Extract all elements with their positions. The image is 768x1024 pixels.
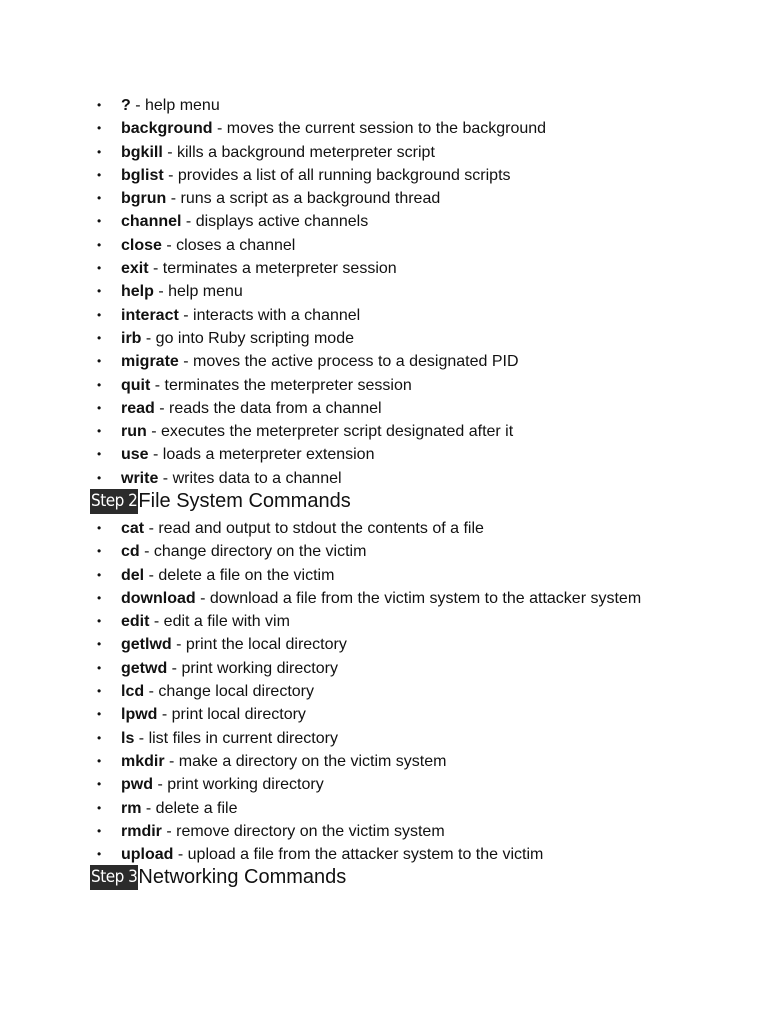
- command-name: quit: [121, 376, 151, 394]
- bullet-icon: •: [97, 637, 102, 652]
- command-name: help: [121, 283, 154, 301]
- command-description: - upload a file from the attacker system to the victim: [173, 846, 544, 864]
- list-item: [0, 350, 546, 373]
- command-name: del: [121, 566, 145, 584]
- list-item: [0, 234, 546, 257]
- command-description: - delete a file: [141, 799, 238, 817]
- bullet-icon: •: [97, 470, 102, 485]
- bullet-icon: •: [97, 660, 102, 675]
- bullet-icon: •: [97, 167, 102, 182]
- command-description: - print local directory: [157, 706, 306, 724]
- command-name: getwd: [121, 659, 168, 677]
- bullet-icon: •: [97, 261, 102, 276]
- command-name: edit: [121, 613, 150, 631]
- command-name: read: [121, 399, 155, 417]
- step-2-heading: [90, 489, 351, 514]
- command-description: - print working directory: [153, 776, 324, 794]
- bullet-icon: •: [97, 214, 102, 229]
- bullet-icon: •: [97, 590, 102, 605]
- command-name: write: [121, 469, 159, 487]
- list-item: [0, 564, 641, 587]
- command-description: - delete a file on the victim: [144, 566, 335, 584]
- command-name: bglist: [121, 166, 164, 184]
- command-description: - read and output to stdout the contents of a file: [144, 520, 484, 537]
- command-name: channel: [121, 213, 182, 231]
- list-item: [0, 304, 546, 327]
- step-3-label: Step 3: [90, 865, 138, 890]
- list-item: [0, 257, 546, 280]
- command-description: - print working directory: [167, 659, 338, 677]
- command-name: pwd: [121, 776, 153, 794]
- bullet-icon: •: [97, 354, 102, 369]
- bullet-icon: •: [97, 237, 102, 252]
- list-item: [0, 164, 546, 187]
- bullet-icon: •: [97, 684, 102, 699]
- command-description: - moves the current session to the background: [212, 120, 547, 138]
- list-item: [0, 587, 641, 610]
- command-description: - terminates a meterpreter session: [148, 260, 397, 278]
- step-2-title: File System Commands: [138, 490, 351, 512]
- bullet-icon: •: [97, 823, 102, 838]
- list-item: [0, 540, 641, 563]
- bullet-icon: •: [97, 144, 102, 159]
- command-description: - writes data to a channel: [158, 469, 342, 487]
- bullet-icon: •: [97, 521, 102, 535]
- command-description: - reads the data from a channel: [154, 399, 382, 417]
- command-name: mkdir: [121, 752, 165, 770]
- command-description: - terminates the meterpreter session: [150, 376, 412, 394]
- bullet-icon: •: [97, 777, 102, 792]
- list-item: [0, 680, 641, 703]
- command-description: - change local directory: [144, 683, 314, 701]
- file-system-commands-list: [0, 517, 641, 866]
- command-description: - print the local directory: [171, 636, 347, 654]
- command-description: - loads a meterpreter extension: [148, 446, 375, 464]
- command-name: bgkill: [121, 143, 163, 161]
- bullet-icon: •: [97, 567, 102, 582]
- list-item: [0, 703, 641, 726]
- command-name: cat: [121, 520, 145, 537]
- command-name: rm: [121, 799, 142, 817]
- command-name: cd: [121, 543, 140, 561]
- bullet-icon: •: [97, 377, 102, 392]
- list-item: [0, 797, 641, 820]
- list-item: [0, 610, 641, 633]
- command-description: - help menu: [153, 283, 243, 301]
- bullet-icon: •: [97, 121, 102, 136]
- command-name: close: [121, 236, 162, 254]
- command-name: exit: [121, 260, 149, 278]
- bullet-icon: •: [97, 400, 102, 415]
- command-description: - executes the meterpreter script designated after it: [146, 423, 514, 441]
- command-name: rmdir: [121, 822, 162, 840]
- command-name: bgrun: [121, 190, 167, 208]
- command-name: migrate: [121, 353, 179, 371]
- list-item: [0, 141, 546, 164]
- step-2-label: Step 2: [90, 489, 138, 514]
- list-item: [0, 773, 641, 796]
- bullet-icon: •: [97, 614, 102, 629]
- list-item: [0, 117, 546, 140]
- command-description: - go into Ruby scripting mode: [141, 329, 354, 347]
- list-item: [0, 397, 546, 420]
- list-item: [0, 210, 546, 233]
- command-description: - interacts with a channel: [178, 306, 361, 324]
- bullet-icon: •: [97, 284, 102, 299]
- list-item: [0, 820, 641, 843]
- list-item: [0, 750, 641, 773]
- command-description: - moves the active process to a designated PID: [178, 353, 519, 371]
- list-item: [0, 94, 546, 117]
- command-name: background: [121, 120, 213, 138]
- bullet-icon: •: [97, 800, 102, 815]
- bullet-icon: •: [97, 330, 102, 345]
- command-description: - change directory on the victim: [139, 543, 367, 561]
- list-item: [0, 843, 641, 866]
- list-item: [0, 657, 641, 680]
- bullet-icon: •: [97, 730, 102, 745]
- core-commands-list: [0, 94, 546, 490]
- list-item: [0, 467, 546, 490]
- list-item: [0, 633, 641, 656]
- command-name: ls: [121, 729, 135, 747]
- command-description: - help menu: [130, 97, 220, 114]
- step-3-heading: [90, 865, 346, 890]
- command-name: irb: [121, 329, 142, 347]
- command-description: - download a file from the victim system to the attacker system: [195, 589, 642, 607]
- command-description: - list files in current directory: [134, 729, 338, 747]
- command-name: upload: [121, 846, 174, 864]
- command-name: interact: [121, 306, 179, 324]
- command-name: use: [121, 446, 149, 464]
- bullet-icon: •: [97, 424, 102, 439]
- command-name: run: [121, 423, 147, 441]
- list-item: [0, 727, 641, 750]
- list-item: [0, 517, 641, 540]
- command-description: - displays active channels: [181, 213, 369, 231]
- command-description: - provides a list of all running background scripts: [163, 166, 511, 184]
- bullet-icon: •: [97, 447, 102, 462]
- list-item: [0, 187, 546, 210]
- bullet-icon: •: [97, 847, 102, 862]
- command-name: download: [121, 589, 196, 607]
- command-description: - kills a background meterpreter script: [162, 143, 435, 161]
- command-description: - make a directory on the victim system: [164, 752, 447, 770]
- command-description: - closes a channel: [161, 236, 296, 254]
- bullet-icon: •: [97, 753, 102, 768]
- bullet-icon: •: [97, 707, 102, 722]
- bullet-icon: •: [97, 544, 102, 559]
- command-name: lpwd: [121, 706, 158, 724]
- list-item: [0, 280, 546, 303]
- list-item: [0, 327, 546, 350]
- list-item: [0, 420, 546, 443]
- command-name: ?: [121, 97, 131, 114]
- command-description: - edit a file with vim: [149, 613, 290, 631]
- command-description: - runs a script as a background thread: [166, 190, 441, 208]
- command-name: lcd: [121, 683, 145, 701]
- command-description: - remove directory on the victim system: [161, 822, 445, 840]
- bullet-icon: •: [97, 98, 102, 112]
- bullet-icon: •: [97, 307, 102, 322]
- command-name: getlwd: [121, 636, 172, 654]
- step-3-title: Networking Commands: [138, 866, 347, 888]
- list-item: [0, 443, 546, 466]
- bullet-icon: •: [97, 191, 102, 206]
- list-item: [0, 374, 546, 397]
